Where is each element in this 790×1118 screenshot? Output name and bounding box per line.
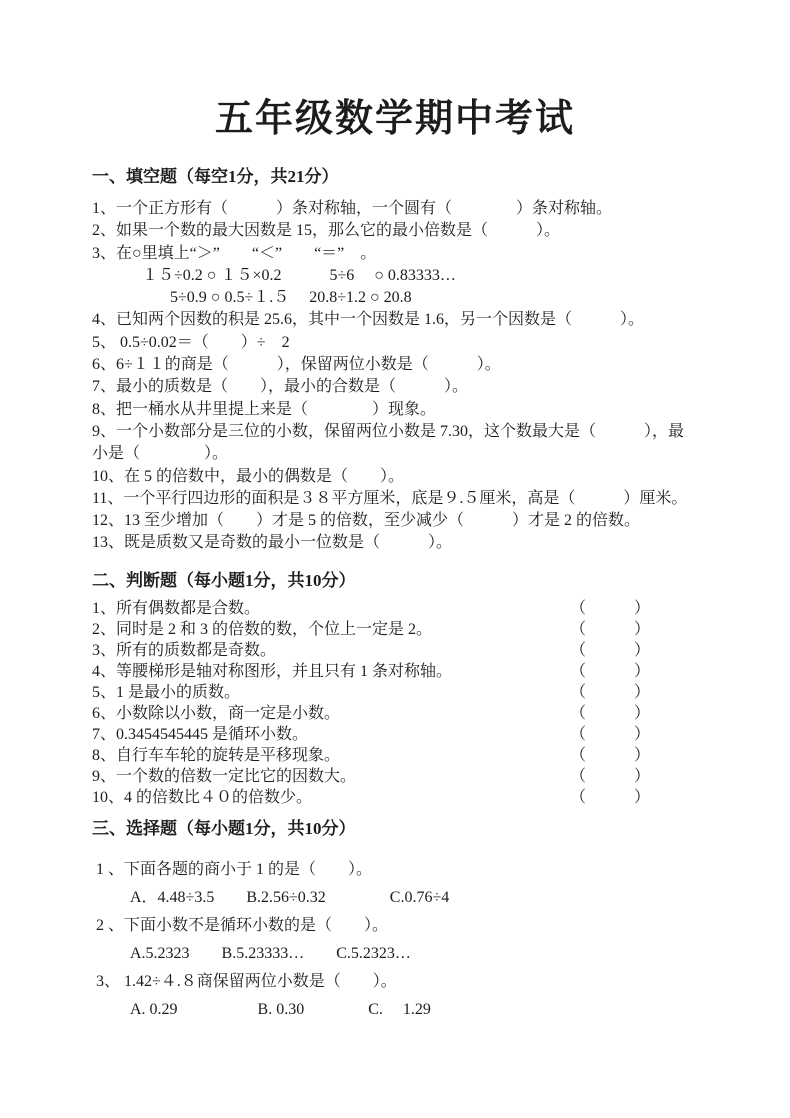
section-judge-heading: 二、判断题（每小题1分，共10分） xyxy=(92,570,356,590)
fill-q3-compare-row-2: 5÷0.9 ○ 0.5÷１.５ 20.8÷1.2 ○ 20.8 xyxy=(170,289,412,307)
fill-q7: 7、最小的质数是（ ），最小的合数是（ ）。 xyxy=(92,378,469,396)
judge-item-text: 3、所有的质数都是奇数。 xyxy=(92,641,277,659)
choice-q2-options: A.5.2323 B.5.23333… C.5.2323… xyxy=(130,944,411,962)
fill-q8: 8、把一桶水从井里提上来是（ ）现象。 xyxy=(92,400,437,418)
fill-q2: 2、如果一个数的最大因数是 15，那么它的最小倍数是（ ）。 xyxy=(92,222,561,240)
fill-q10: 10、在 5 的倍数中，最小的偶数是（ ）。 xyxy=(92,467,405,485)
section-choice-heading: 三、选择题（每小题1分，共10分） xyxy=(92,818,356,838)
judge-item-text: 8、自行车车轮的旋转是平移现象。 xyxy=(92,746,341,764)
judge-answer-blank: （ ） xyxy=(569,767,650,785)
exam-title: 五年级数学期中考试 xyxy=(214,98,575,140)
fill-q6: 6、6÷１１的商是（ ），保留两位小数是（ ）。 xyxy=(92,356,501,374)
fill-q1: 1、一个正方形有（ ）条对称轴，一个圆有（ ）条对称轴。 xyxy=(92,200,613,217)
judge-item-2 xyxy=(92,619,650,640)
judge-item-text: 7、0.3454545445 是循环小数。 xyxy=(92,725,309,743)
choice-q3: 3、 1.42÷４.８商保留两位小数是（ ）。 xyxy=(96,972,397,990)
fill-q13: 13、既是质数又是奇数的最小一位数是（ ）。 xyxy=(92,534,453,552)
judge-item-text: 2、同时是 2 和 3 的倍数的数，个位上一定是 2。 xyxy=(92,620,433,638)
judge-answer-blank: （ ） xyxy=(569,641,650,659)
judge-answer-blank: （ ） xyxy=(569,788,650,806)
section-fill-heading: 一、填空题（每空1分，共21分） xyxy=(92,167,339,186)
judge-item-7 xyxy=(92,724,650,745)
judge-item-9 xyxy=(92,766,650,787)
fill-q4: 4、已知两个因数的积是 25.6，其中一个因数是 1.6，另一个因数是（ ）。 xyxy=(92,311,645,329)
judge-answer-blank: （ ） xyxy=(569,746,650,764)
choice-q3-options: A. 0.29 B. 0.30 C. 1.29 xyxy=(130,1000,431,1018)
choice-q2: 2 、下面小数不是循环小数的是（ ）。 xyxy=(96,916,389,934)
judge-answer-blank: （ ） xyxy=(569,620,650,638)
judge-item-text: 4、等腰梯形是轴对称图形，并且只有 1 条对称轴。 xyxy=(92,662,453,680)
judge-item-text: 9、一个数的倍数一定比它的因数大。 xyxy=(92,767,357,785)
choice-q1: 1 、下面各题的商小于 1 的是（ ）。 xyxy=(96,860,373,878)
judge-item-text: 10、4 的倍数比４０的倍数少。 xyxy=(92,788,313,806)
judge-item-3 xyxy=(92,640,650,661)
fill-q9-line-2: 小是（ ）。 xyxy=(92,445,229,463)
judge-answer-blank: （ ） xyxy=(569,599,650,617)
judge-item-10 xyxy=(92,787,650,808)
judge-item-text: 5、1 是最小的质数。 xyxy=(92,683,241,701)
choice-q1-options: A．4.48÷3.5 B.2.56÷0.32 C.0.76÷4 xyxy=(130,888,450,906)
fill-q11: 11、一个平行四边形的面积是３８平方厘米，底是９.５厘米，高是（ ）厘米。 xyxy=(92,489,688,507)
judge-item-4 xyxy=(92,661,650,682)
judge-item-1 xyxy=(92,598,650,619)
judge-item-text: 6、小数除以小数，商一定是小数。 xyxy=(92,704,341,722)
judge-answer-blank: （ ） xyxy=(569,683,650,701)
judge-item-6 xyxy=(92,703,650,724)
fill-q3: 3、在○里填上“＞” “＜” “＝” 。 xyxy=(92,244,377,262)
fill-q12: 12、13 至少增加（ ）才是 5 的倍数，至少减少（ ）才是 2 的倍数。 xyxy=(92,512,641,530)
fill-q3-compare-row-1: １５÷0.2 ○ １５×0.2 5÷6 ○ 0.83333… xyxy=(142,266,456,284)
judge-answer-blank: （ ） xyxy=(569,725,650,743)
fill-q5: 5、 0.5÷0.02＝（ ）÷ 2 xyxy=(92,333,290,351)
judge-item-8 xyxy=(92,745,650,766)
judge-item-text: 1、所有偶数都是合数。 xyxy=(92,599,261,617)
judge-answer-blank: （ ） xyxy=(569,662,650,680)
fill-q9-line-1: 9、一个小数部分是三位的小数，保留两位小数是 7.30，这个数最大是（ ），最 xyxy=(92,422,685,440)
judge-answer-blank: （ ） xyxy=(569,704,650,722)
exam-content xyxy=(0,166,790,1024)
judge-item-5 xyxy=(92,682,650,703)
